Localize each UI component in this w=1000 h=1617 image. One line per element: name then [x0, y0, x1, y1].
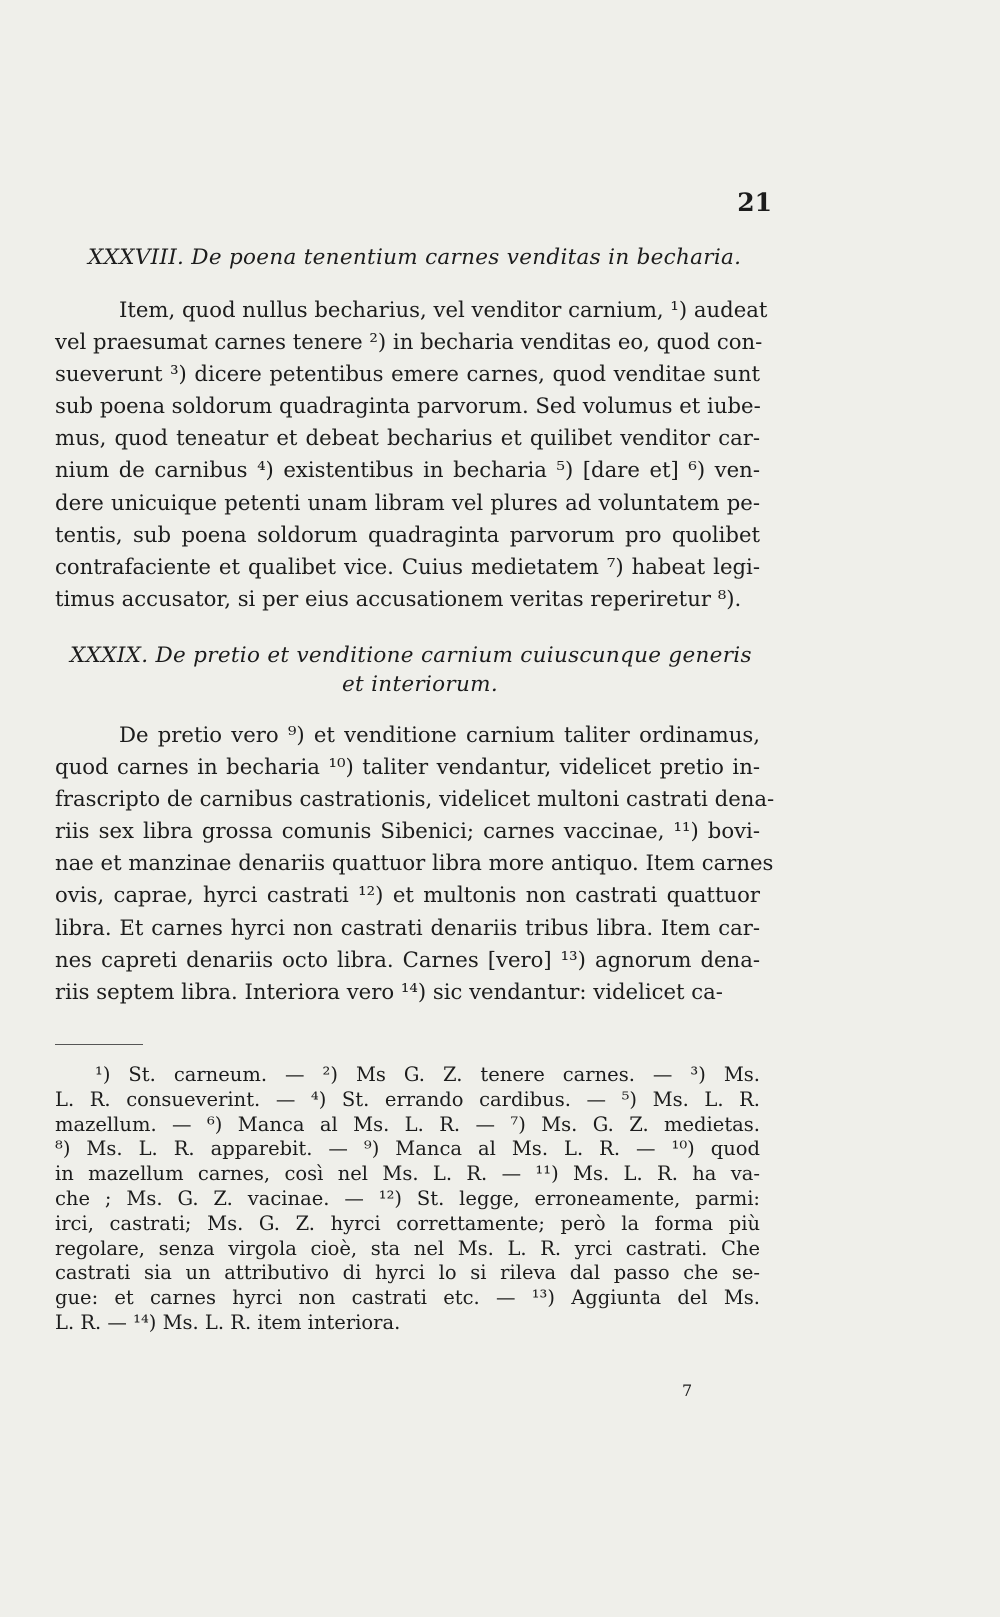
text-line: mus, quod teneatur et debeat becharius et quilibet venditor car-: [55, 425, 760, 451]
text-line: sub poena soldorum quadraginta parvorum. Sed volumus et iube-: [55, 393, 761, 419]
footnote-line: gue: et carnes hyrci non castrati etc. — ¹³) Aggiunta del Ms.: [55, 1286, 760, 1310]
text-line: dere unicuique petenti unam libram vel plures ad voluntatem pe-: [55, 489, 760, 515]
footnote-line: ¹) St. carneum. — ²) Ms G. Z. tenere carnes. — ³) Ms.: [95, 1063, 760, 1086]
text-line: contrafaciente et qualibet vice. Cuius medietatem ⁷) habeat legi-: [55, 553, 760, 579]
footnote-line: in mazellum carnes, così nel Ms. L. R. — ¹¹) Ms. L. R. ha va-: [55, 1162, 760, 1186]
text-line: vel praesumat carnes tenere ²) in becharia venditas eo, quod con-: [55, 329, 763, 355]
footnote-divider: [55, 1044, 143, 1045]
text-line: libra. Et carnes hyrci non castrati denariis tribus libra. Item car-: [55, 914, 760, 940]
text-line: tentis, sub poena soldorum quadraginta parvorum pro quolibet: [55, 521, 760, 547]
text-line: ovis, caprae, hyrci castrati ¹²) et multonis non castrati quattuor: [55, 882, 760, 908]
text-line: sueverunt ³) dicere petentibus emere carnes, quod venditae sunt: [55, 361, 760, 387]
section-heading-xxxix: [70, 643, 770, 697]
text-line: frascripto de carnibus castrationis, videlicet multoni castrati dena-: [55, 786, 775, 812]
footnotes: [55, 1063, 760, 1336]
section-xxxviii-paragraph: [55, 294, 768, 615]
page-number: 21: [737, 188, 772, 217]
text-line: Item, quod nullus becharius, vel venditor carnium, ¹) audeat: [119, 297, 768, 322]
footnote-line: ⁸) Ms. L. R. apparebit. — ⁹) Manca al Ms. L. R. — ¹⁰) quod: [55, 1137, 760, 1161]
section-heading-line: et interiorum.: [342, 672, 498, 697]
footnote-line: L. R. — ¹⁴) Ms. L. R. item interiora.: [55, 1310, 401, 1334]
text-line: timus accusator, si per eius accusationem veritas reperiretur ⁸).: [55, 585, 742, 611]
footnote-line: regolare, senza virgola cioè, sta nel Ms. L. R. yrci castrati. Che: [55, 1236, 760, 1260]
footnote-line: castrati sia un attributivo di hyrci lo si rileva dal passo che se-: [55, 1261, 760, 1285]
text-line: nae et manzinae denariis quattuor libra more antiquo. Item carnes: [55, 850, 774, 876]
text-line: quod carnes in becharia ¹⁰) taliter vendantur, videlicet pretio in-: [55, 754, 760, 780]
text-line: riis sex libra grossa comunis Sibenici; carnes vaccinae, ¹¹) bovi-: [55, 818, 760, 844]
signature-mark: 7: [682, 1381, 693, 1400]
footnote-line: irci, castrati; Ms. G. Z. hyrci correttamente; però la forma più: [55, 1211, 760, 1235]
section-xxxix-paragraph: [55, 719, 775, 1008]
footnote-line: L. R. consueverint. — ⁴) St. errando cardibus. — ⁵) Ms. L. R.: [55, 1087, 760, 1111]
text-line: nes capreti denariis octo libra. Carnes [vero] ¹³) agnorum dena-: [55, 946, 760, 972]
text-line: riis septem libra. Interiora vero ¹⁴) sic vendantur: videlicet ca-: [55, 978, 723, 1004]
section-heading-line: XXXIX. De pretio et venditione carnium cuiuscunque generis: [70, 643, 752, 668]
footnote-line: che ; Ms. G. Z. vacinae. — ¹²) St. legge, erroneamente, parmi:: [55, 1186, 760, 1210]
text-line: De pretio vero ⁹) et venditione carnium taliter ordinamus,: [119, 722, 760, 747]
text-line: nium de carnibus ⁴) existentibus in becharia ⁵) [dare et] ⁶) ven-: [55, 457, 760, 483]
section-heading-xxxviii: XXXVIII. De poena tenentium carnes venditas in becharia.: [88, 245, 742, 270]
footnote-line: mazellum. — ⁶) Manca al Ms. L. R. — ⁷) Ms. G. Z. medietas.: [55, 1112, 760, 1136]
